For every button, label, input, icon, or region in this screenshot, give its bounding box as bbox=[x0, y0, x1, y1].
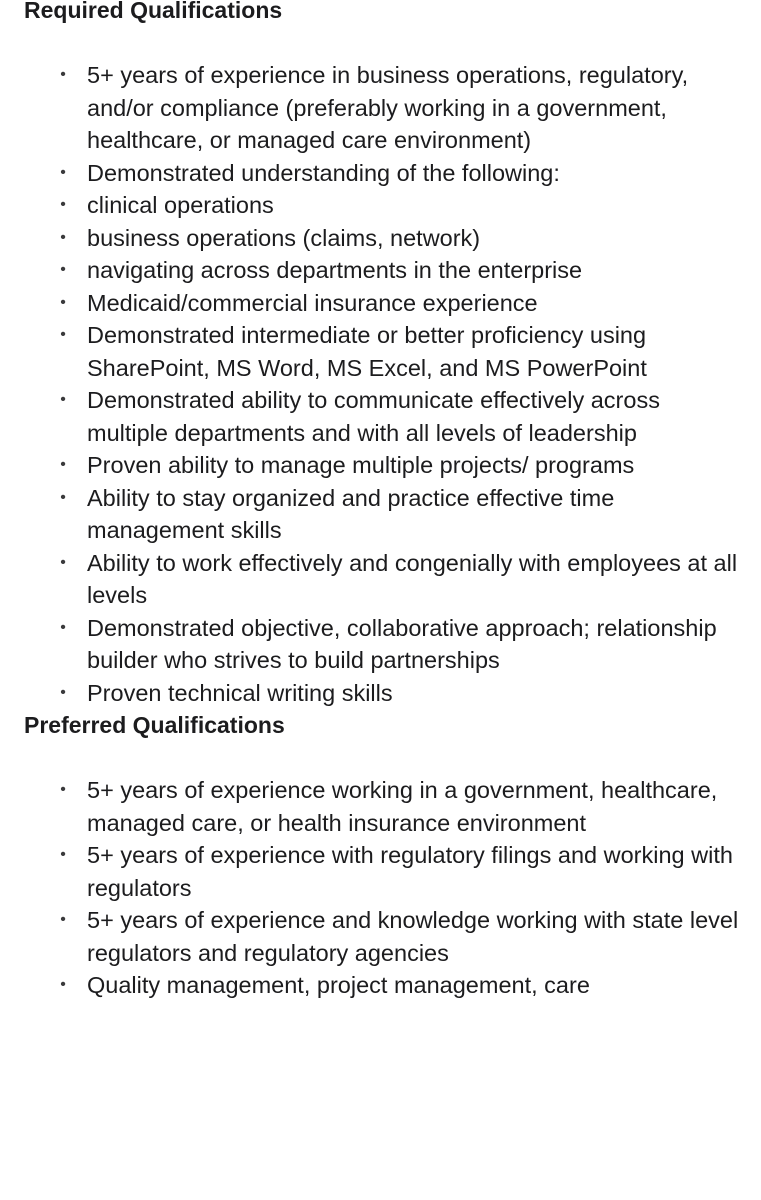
list-item bbox=[0, 319, 761, 384]
bullet-icon: • bbox=[60, 683, 66, 701]
list-item bbox=[0, 482, 761, 547]
required-qualifications-heading: Required Qualifications bbox=[24, 0, 283, 23]
list-item-text: Proven ability to manage multiple projects/ programs bbox=[87, 452, 635, 478]
bullet-icon: • bbox=[60, 553, 66, 571]
list-item bbox=[0, 839, 761, 904]
list-item bbox=[0, 222, 761, 255]
list-item-text: business operations (claims, network) bbox=[87, 224, 481, 251]
bullet-icon: • bbox=[60, 618, 66, 636]
bullet-icon: • bbox=[60, 488, 66, 506]
list-item bbox=[0, 677, 761, 710]
list-item-text: Demonstrated intermediate or better proficiency using SharePoint, MS Word, MS Excel, and MS PowerPoint bbox=[87, 322, 647, 381]
bullet-icon: • bbox=[60, 163, 66, 181]
list-item-text: Ability to stay organized and practice effective time management skills bbox=[87, 484, 615, 543]
list-item bbox=[0, 189, 761, 222]
bullet-icon: • bbox=[60, 781, 66, 798]
list-item-text: Medicaid/commercial insurance experience bbox=[87, 289, 538, 316]
bullet-icon: • bbox=[60, 326, 66, 343]
list-item bbox=[0, 384, 761, 449]
list-item-text: Quality management, project management, care bbox=[87, 972, 590, 998]
list-item bbox=[0, 904, 761, 969]
list-item-text: Ability to work effectively and congenially with employees at all levels bbox=[87, 549, 738, 608]
list-item-text: clinical operations bbox=[87, 192, 274, 218]
list-item bbox=[0, 157, 761, 190]
bullet-icon: • bbox=[60, 228, 66, 246]
list-item-text: Proven technical writing skills bbox=[87, 679, 393, 706]
list-item bbox=[0, 547, 761, 612]
bullet-icon: • bbox=[60, 66, 66, 83]
bullet-icon: • bbox=[60, 293, 66, 311]
list-item-text: 5+ years of experience and knowledge working with state level regulators and regulatory agencies bbox=[87, 907, 739, 966]
list-item bbox=[0, 254, 761, 287]
list-item bbox=[0, 969, 761, 1002]
bullet-icon: • bbox=[60, 456, 66, 473]
list-item-text: 5+ years of experience working in a government, healthcare, managed care, or health insurance environment bbox=[87, 777, 718, 836]
list-item-text: Demonstrated objective, collaborative approach; relationship builder who strives to build partnerships bbox=[87, 614, 717, 673]
list-item bbox=[0, 59, 761, 157]
list-item-text: 5+ years of experience in business operations, regulatory, and/or compliance (preferably working in a government, healthcare, or managed care environment) bbox=[87, 62, 689, 153]
list-item bbox=[0, 449, 761, 482]
bullet-icon: • bbox=[60, 261, 66, 278]
list-item-text: Demonstrated understanding of the following: bbox=[87, 159, 560, 186]
list-item-text: 5+ years of experience with regulatory filings and working with regulators bbox=[87, 842, 733, 901]
preferred-qualifications-heading: Preferred Qualifications bbox=[24, 712, 285, 738]
list-item bbox=[0, 774, 761, 839]
list-item bbox=[0, 612, 761, 677]
bullet-icon: • bbox=[60, 911, 66, 928]
list-item-text: navigating across departments in the enterprise bbox=[87, 257, 583, 283]
required-qualifications-list bbox=[0, 59, 761, 709]
bullet-icon: • bbox=[60, 391, 66, 408]
list-item-text: Demonstrated ability to communicate effectively across multiple departments and with all levels of leadership bbox=[87, 387, 660, 446]
list-item bbox=[0, 287, 761, 320]
preferred-qualifications-list bbox=[0, 774, 761, 1002]
bullet-icon: • bbox=[60, 846, 66, 863]
bullet-icon: • bbox=[60, 976, 66, 993]
bullet-icon: • bbox=[60, 196, 66, 213]
